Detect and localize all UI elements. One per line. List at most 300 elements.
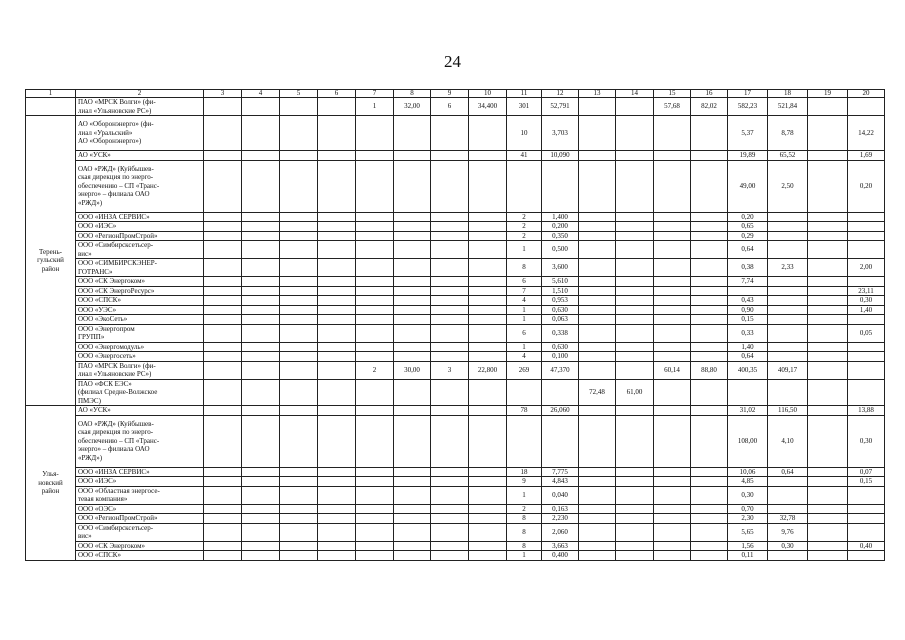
value-cell bbox=[579, 406, 616, 416]
value-cell bbox=[579, 551, 616, 561]
column-number-cell: 17 bbox=[728, 90, 768, 98]
organization-cell: ООО «Симбирсксетьсер- вис» bbox=[76, 523, 204, 541]
value-cell bbox=[394, 160, 431, 212]
value-cell bbox=[808, 352, 848, 362]
value-cell: 1,40 bbox=[728, 342, 768, 352]
value-cell bbox=[280, 324, 318, 342]
value-cell bbox=[616, 514, 654, 524]
column-number-row bbox=[26, 90, 885, 98]
table-row bbox=[26, 324, 885, 342]
value-cell bbox=[654, 259, 691, 277]
value-cell bbox=[356, 514, 394, 524]
value-cell bbox=[280, 315, 318, 325]
value-cell bbox=[204, 305, 242, 315]
value-cell bbox=[394, 116, 431, 151]
value-cell: 32,78 bbox=[768, 514, 808, 524]
value-cell bbox=[242, 241, 280, 259]
value-cell bbox=[848, 222, 885, 232]
value-cell bbox=[469, 116, 507, 151]
value-cell: 1 bbox=[507, 315, 542, 325]
value-cell bbox=[431, 504, 469, 514]
value-cell bbox=[579, 541, 616, 551]
district-cell: Терень- гульский район bbox=[26, 116, 76, 406]
value-cell bbox=[848, 551, 885, 561]
data-table bbox=[25, 89, 885, 561]
value-cell bbox=[808, 379, 848, 406]
value-cell: 582,23 bbox=[728, 98, 768, 116]
value-cell bbox=[318, 151, 356, 161]
value-cell bbox=[318, 406, 356, 416]
value-cell bbox=[579, 342, 616, 352]
value-cell bbox=[280, 241, 318, 259]
value-cell bbox=[808, 241, 848, 259]
value-cell: 0,040 bbox=[542, 486, 579, 504]
table-row bbox=[26, 551, 885, 561]
table-row bbox=[26, 342, 885, 352]
value-cell bbox=[394, 514, 431, 524]
value-cell bbox=[654, 212, 691, 222]
value-cell bbox=[848, 352, 885, 362]
value-cell bbox=[654, 477, 691, 487]
value-cell: 409,17 bbox=[768, 361, 808, 379]
value-cell: 5,65 bbox=[728, 523, 768, 541]
value-cell: 49,00 bbox=[728, 160, 768, 212]
value-cell bbox=[768, 551, 808, 561]
value-cell bbox=[808, 116, 848, 151]
value-cell bbox=[616, 160, 654, 212]
value-cell bbox=[318, 116, 356, 151]
value-cell: 82,02 bbox=[691, 98, 728, 116]
value-cell bbox=[579, 523, 616, 541]
value-cell bbox=[691, 467, 728, 477]
column-number-cell: 1 bbox=[26, 90, 76, 98]
value-cell bbox=[469, 241, 507, 259]
page-number: 24 bbox=[444, 52, 461, 71]
value-cell bbox=[469, 551, 507, 561]
value-cell bbox=[469, 514, 507, 524]
value-cell: 18 bbox=[507, 467, 542, 477]
value-cell bbox=[808, 277, 848, 287]
value-cell bbox=[204, 467, 242, 477]
value-cell bbox=[280, 486, 318, 504]
value-cell bbox=[768, 379, 808, 406]
value-cell bbox=[204, 222, 242, 232]
value-cell bbox=[808, 98, 848, 116]
value-cell: 521,84 bbox=[768, 98, 808, 116]
value-cell: 0,30 bbox=[848, 296, 885, 306]
value-cell bbox=[808, 296, 848, 306]
value-cell bbox=[394, 342, 431, 352]
value-cell bbox=[242, 467, 280, 477]
value-cell bbox=[469, 415, 507, 467]
value-cell: 2 bbox=[356, 361, 394, 379]
organization-cell: ООО «Симбирсксетьсер- вис» bbox=[76, 241, 204, 259]
value-cell bbox=[204, 352, 242, 362]
value-cell bbox=[280, 523, 318, 541]
value-cell bbox=[242, 523, 280, 541]
organization-cell: ООО «УЭС» bbox=[76, 305, 204, 315]
value-cell bbox=[431, 514, 469, 524]
value-cell: 1,69 bbox=[848, 151, 885, 161]
organization-cell: ООО «Областная энергосе- тевая компания» bbox=[76, 486, 204, 504]
value-cell: 6 bbox=[507, 277, 542, 287]
value-cell bbox=[280, 231, 318, 241]
organization-cell: ООО «РегионПромСтрой» bbox=[76, 514, 204, 524]
table-row bbox=[26, 241, 885, 259]
value-cell bbox=[280, 379, 318, 406]
value-cell bbox=[768, 231, 808, 241]
table-row bbox=[26, 541, 885, 551]
district-cell: Улья- новский район bbox=[26, 406, 76, 561]
column-number-cell: 19 bbox=[808, 90, 848, 98]
value-cell bbox=[204, 315, 242, 325]
value-cell bbox=[768, 477, 808, 487]
value-cell bbox=[318, 241, 356, 259]
value-cell bbox=[616, 342, 654, 352]
value-cell: 30,00 bbox=[394, 361, 431, 379]
value-cell bbox=[431, 259, 469, 277]
value-cell bbox=[204, 477, 242, 487]
organization-cell: ООО «СК Энергоком» bbox=[76, 541, 204, 551]
value-cell: 5,37 bbox=[728, 116, 768, 151]
value-cell bbox=[579, 361, 616, 379]
organization-cell: ООО «РегионПромСтрой» bbox=[76, 231, 204, 241]
value-cell bbox=[579, 305, 616, 315]
organization-cell: ООО «ОЭС» bbox=[76, 504, 204, 514]
value-cell: 0,20 bbox=[848, 160, 885, 212]
value-cell bbox=[848, 98, 885, 116]
value-cell bbox=[394, 467, 431, 477]
table-row bbox=[26, 305, 885, 315]
value-cell: 3,663 bbox=[542, 541, 579, 551]
value-cell bbox=[808, 406, 848, 416]
value-cell: 32,00 bbox=[394, 98, 431, 116]
value-cell bbox=[431, 467, 469, 477]
value-cell bbox=[280, 406, 318, 416]
value-cell bbox=[768, 486, 808, 504]
value-cell: 8 bbox=[507, 259, 542, 277]
value-cell: 19,89 bbox=[728, 151, 768, 161]
value-cell: 0,063 bbox=[542, 315, 579, 325]
value-cell bbox=[431, 222, 469, 232]
value-cell: 1 bbox=[356, 98, 394, 116]
value-cell bbox=[280, 514, 318, 524]
value-cell bbox=[242, 514, 280, 524]
value-cell bbox=[318, 286, 356, 296]
value-cell bbox=[356, 259, 394, 277]
value-cell bbox=[469, 541, 507, 551]
value-cell bbox=[616, 361, 654, 379]
value-cell: 3,703 bbox=[542, 116, 579, 151]
organization-cell: ОАО «РЖД» (Куйбышев- ская дирекция по энерго- обеспечению – СП «Транс- энерго» – филиала ОАО «РЖД») bbox=[76, 160, 204, 212]
value-cell bbox=[280, 212, 318, 222]
table-row bbox=[26, 160, 885, 212]
value-cell bbox=[691, 305, 728, 315]
value-cell bbox=[848, 486, 885, 504]
value-cell bbox=[431, 305, 469, 315]
value-cell bbox=[431, 486, 469, 504]
value-cell bbox=[431, 379, 469, 406]
organization-cell: ООО «Энергопром ГРУПП» bbox=[76, 324, 204, 342]
value-cell bbox=[242, 231, 280, 241]
organization-cell: ООО «СПСК» bbox=[76, 551, 204, 561]
value-cell bbox=[768, 305, 808, 315]
value-cell bbox=[848, 342, 885, 352]
organization-cell: ПАО «МРСК Волги» (фи- лиал «Ульяновские РС») bbox=[76, 361, 204, 379]
table-row bbox=[26, 231, 885, 241]
table-row bbox=[26, 259, 885, 277]
value-cell bbox=[808, 415, 848, 467]
value-cell bbox=[768, 296, 808, 306]
value-cell bbox=[431, 277, 469, 287]
value-cell bbox=[356, 551, 394, 561]
value-cell bbox=[431, 315, 469, 325]
value-cell: 0,33 bbox=[728, 324, 768, 342]
value-cell bbox=[280, 541, 318, 551]
value-cell bbox=[616, 504, 654, 514]
table-row bbox=[26, 361, 885, 379]
value-cell bbox=[469, 277, 507, 287]
value-cell bbox=[280, 116, 318, 151]
value-cell bbox=[654, 486, 691, 504]
value-cell bbox=[808, 504, 848, 514]
value-cell bbox=[394, 151, 431, 161]
value-cell bbox=[691, 486, 728, 504]
value-cell: 31,02 bbox=[728, 406, 768, 416]
value-cell: 8,78 bbox=[768, 116, 808, 151]
value-cell: 0,05 bbox=[848, 324, 885, 342]
value-cell bbox=[394, 305, 431, 315]
value-cell: 61,00 bbox=[616, 379, 654, 406]
value-cell bbox=[204, 514, 242, 524]
value-cell bbox=[808, 259, 848, 277]
value-cell bbox=[848, 523, 885, 541]
value-cell bbox=[616, 277, 654, 287]
value-cell bbox=[242, 361, 280, 379]
value-cell: 1 bbox=[507, 305, 542, 315]
value-cell: 2,060 bbox=[542, 523, 579, 541]
organization-cell: АО «УСК» bbox=[76, 406, 204, 416]
value-cell bbox=[848, 504, 885, 514]
value-cell: 0,43 bbox=[728, 296, 768, 306]
value-cell: 47,370 bbox=[542, 361, 579, 379]
value-cell bbox=[691, 286, 728, 296]
value-cell bbox=[280, 296, 318, 306]
table-row bbox=[26, 277, 885, 287]
value-cell bbox=[579, 352, 616, 362]
value-cell bbox=[654, 504, 691, 514]
value-cell bbox=[768, 342, 808, 352]
table-row bbox=[26, 504, 885, 514]
value-cell bbox=[204, 286, 242, 296]
table-row bbox=[26, 222, 885, 232]
value-cell: 2 bbox=[507, 212, 542, 222]
value-cell bbox=[280, 160, 318, 212]
value-cell bbox=[654, 315, 691, 325]
value-cell bbox=[469, 305, 507, 315]
value-cell bbox=[318, 296, 356, 306]
value-cell: 1 bbox=[507, 551, 542, 561]
value-cell bbox=[654, 514, 691, 524]
organization-cell: ООО «СК Энергоком» bbox=[76, 277, 204, 287]
value-cell bbox=[394, 296, 431, 306]
table-row bbox=[26, 151, 885, 161]
value-cell bbox=[469, 324, 507, 342]
value-cell bbox=[691, 324, 728, 342]
value-cell: 78 bbox=[507, 406, 542, 416]
value-cell bbox=[356, 286, 394, 296]
value-cell bbox=[242, 315, 280, 325]
value-cell bbox=[280, 259, 318, 277]
value-cell bbox=[507, 379, 542, 406]
value-cell bbox=[691, 259, 728, 277]
district-cell bbox=[26, 98, 76, 116]
value-cell bbox=[394, 504, 431, 514]
value-cell: 2,33 bbox=[768, 259, 808, 277]
value-cell bbox=[242, 551, 280, 561]
value-cell bbox=[242, 222, 280, 232]
value-cell bbox=[280, 305, 318, 315]
value-cell: 400,35 bbox=[728, 361, 768, 379]
value-cell bbox=[356, 160, 394, 212]
value-cell bbox=[616, 415, 654, 467]
value-cell bbox=[356, 305, 394, 315]
value-cell bbox=[616, 259, 654, 277]
value-cell: 0,100 bbox=[542, 352, 579, 362]
value-cell bbox=[654, 467, 691, 477]
value-cell: 0,65 bbox=[728, 222, 768, 232]
value-cell bbox=[768, 504, 808, 514]
value-cell bbox=[654, 541, 691, 551]
value-cell bbox=[431, 406, 469, 416]
value-cell: 108,00 bbox=[728, 415, 768, 467]
table-row bbox=[26, 212, 885, 222]
value-cell bbox=[691, 116, 728, 151]
value-cell bbox=[242, 151, 280, 161]
column-number-cell: 2 bbox=[76, 90, 204, 98]
value-cell bbox=[318, 379, 356, 406]
value-cell bbox=[469, 477, 507, 487]
value-cell bbox=[542, 379, 579, 406]
table-row bbox=[26, 296, 885, 306]
value-cell bbox=[242, 324, 280, 342]
value-cell: 23,11 bbox=[848, 286, 885, 296]
value-cell: 0,38 bbox=[728, 259, 768, 277]
column-number-cell: 10 bbox=[469, 90, 507, 98]
value-cell bbox=[728, 286, 768, 296]
value-cell bbox=[356, 151, 394, 161]
value-cell bbox=[280, 222, 318, 232]
value-cell bbox=[356, 277, 394, 287]
value-cell bbox=[691, 231, 728, 241]
value-cell bbox=[469, 379, 507, 406]
value-cell bbox=[242, 379, 280, 406]
value-cell bbox=[242, 160, 280, 212]
value-cell bbox=[431, 477, 469, 487]
value-cell bbox=[394, 477, 431, 487]
table-row bbox=[26, 286, 885, 296]
value-cell bbox=[242, 296, 280, 306]
value-cell bbox=[616, 315, 654, 325]
value-cell bbox=[848, 231, 885, 241]
column-number-cell: 3 bbox=[204, 90, 242, 98]
organization-cell: ООО «ИНЗА СЕРВИС» bbox=[76, 467, 204, 477]
value-cell bbox=[204, 379, 242, 406]
value-cell bbox=[579, 212, 616, 222]
column-number-cell: 20 bbox=[848, 90, 885, 98]
value-cell bbox=[204, 486, 242, 504]
value-cell bbox=[579, 241, 616, 259]
value-cell bbox=[204, 241, 242, 259]
value-cell bbox=[469, 231, 507, 241]
value-cell bbox=[579, 504, 616, 514]
organization-cell: ООО «ЭкоСеть» bbox=[76, 315, 204, 325]
value-cell bbox=[318, 324, 356, 342]
value-cell bbox=[654, 523, 691, 541]
value-cell bbox=[654, 305, 691, 315]
value-cell bbox=[318, 514, 356, 524]
value-cell bbox=[431, 342, 469, 352]
value-cell bbox=[507, 415, 542, 467]
value-cell bbox=[616, 151, 654, 161]
value-cell bbox=[394, 324, 431, 342]
value-cell: 2,30 bbox=[728, 514, 768, 524]
value-cell bbox=[768, 324, 808, 342]
column-number-cell: 11 bbox=[507, 90, 542, 98]
value-cell bbox=[469, 342, 507, 352]
value-cell bbox=[691, 523, 728, 541]
value-cell bbox=[768, 212, 808, 222]
value-cell bbox=[654, 286, 691, 296]
table-row bbox=[26, 523, 885, 541]
value-cell bbox=[318, 342, 356, 352]
value-cell bbox=[394, 277, 431, 287]
value-cell bbox=[469, 296, 507, 306]
value-cell bbox=[768, 352, 808, 362]
value-cell bbox=[579, 259, 616, 277]
value-cell bbox=[356, 406, 394, 416]
value-cell bbox=[242, 116, 280, 151]
value-cell bbox=[469, 406, 507, 416]
value-cell bbox=[280, 361, 318, 379]
value-cell bbox=[579, 415, 616, 467]
value-cell bbox=[654, 231, 691, 241]
value-cell: 9,76 bbox=[768, 523, 808, 541]
value-cell bbox=[356, 231, 394, 241]
value-cell bbox=[579, 286, 616, 296]
value-cell: 2 bbox=[507, 222, 542, 232]
value-cell bbox=[616, 324, 654, 342]
value-cell: 1 bbox=[507, 486, 542, 504]
value-cell bbox=[691, 151, 728, 161]
value-cell: 8 bbox=[507, 523, 542, 541]
value-cell: 1,510 bbox=[542, 286, 579, 296]
value-cell bbox=[808, 324, 848, 342]
value-cell bbox=[280, 467, 318, 477]
value-cell: 88,80 bbox=[691, 361, 728, 379]
value-cell bbox=[318, 361, 356, 379]
value-cell bbox=[469, 486, 507, 504]
column-number-cell: 12 bbox=[542, 90, 579, 98]
value-cell bbox=[579, 151, 616, 161]
value-cell bbox=[394, 259, 431, 277]
value-cell: 34,400 bbox=[469, 98, 507, 116]
value-cell: 3,600 bbox=[542, 259, 579, 277]
value-cell bbox=[654, 342, 691, 352]
value-cell bbox=[431, 523, 469, 541]
value-cell bbox=[808, 477, 848, 487]
table-row bbox=[26, 486, 885, 504]
